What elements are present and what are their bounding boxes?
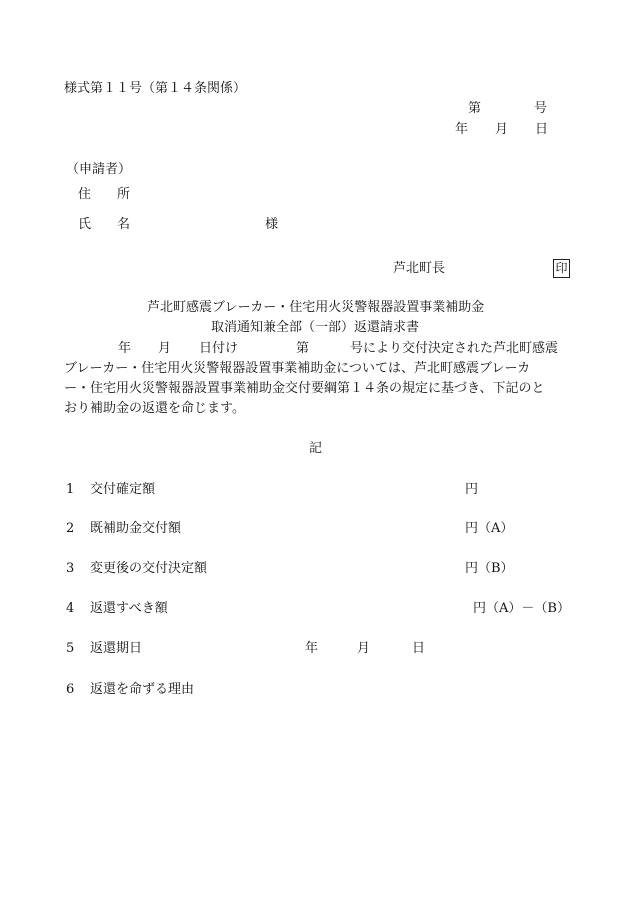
item-5-year: 年 [305, 641, 319, 656]
issuer-title: 芦北町長 [393, 261, 446, 276]
item-5-label: 返還期日 [90, 641, 143, 656]
item-6-label: 返還を命ずる理由 [90, 682, 195, 697]
item-2-label: 既補助金交付額 [90, 521, 182, 536]
item-3-label: 変更後の交付決定額 [90, 561, 208, 576]
item-1-label: 交付確定額 [90, 482, 156, 497]
item-3-num: 3 [66, 561, 75, 576]
item-5-num: 5 [66, 641, 75, 656]
item-5-day: 日 [412, 641, 426, 656]
item-3-value: 円（B） [465, 561, 514, 576]
body-line1-rest: 号により交付決定された芦北町感震 [350, 341, 559, 356]
doc-date-day: 日 [535, 122, 549, 137]
body-line1-dai: 第 [296, 341, 310, 356]
item-1-num: 1 [66, 482, 75, 497]
doc-number-go: 号 [534, 101, 548, 116]
form-id: 様式第１１号（第１４条関係） [64, 81, 247, 96]
item-5-month: 月 [357, 641, 371, 656]
name-label: 氏 名 [78, 217, 131, 232]
document-title-line2: 取消通知兼全部（一部）返還請求書 [211, 320, 420, 335]
item-2-value: 円（A） [465, 521, 514, 536]
applicant-label: （申請者） [66, 162, 132, 177]
body-line1-year: 年 [118, 341, 132, 356]
body-line4: おり補助金の返還を命じます。 [64, 401, 245, 416]
body-line1-day: 日付け [199, 341, 239, 356]
doc-number-dai: 第 [468, 101, 482, 116]
body-paragraph [64, 359, 579, 419]
item-6-num: 6 [66, 682, 75, 697]
document-title-line1: 芦北町感震ブレーカー・住宅用火災警報器設置事業補助金 [147, 300, 485, 315]
seal-mark: 印 [553, 259, 570, 278]
item-1-value: 円 [465, 482, 479, 497]
item-4-num: 4 [66, 601, 75, 616]
item-2-num: 2 [66, 521, 75, 536]
doc-date-year: 年 [455, 122, 469, 137]
item-4-value: 円（A）－（B） [473, 601, 570, 616]
address-label: 住 所 [78, 187, 131, 202]
body-line3: ー・住宅用火災警報器設置事業補助金交付要綱第１４条の規定に基づき、下記のと [64, 381, 545, 396]
ki-heading: 記 [309, 441, 323, 456]
doc-date-month: 月 [495, 122, 509, 137]
honorific: 様 [265, 217, 279, 232]
item-4-label: 返還すべき額 [90, 601, 168, 616]
body-line2: ブレーカー・住宅用火災警報器設置事業補助金については、芦北町感震ブレーカ [64, 361, 531, 376]
body-line1-month: 月 [158, 341, 172, 356]
